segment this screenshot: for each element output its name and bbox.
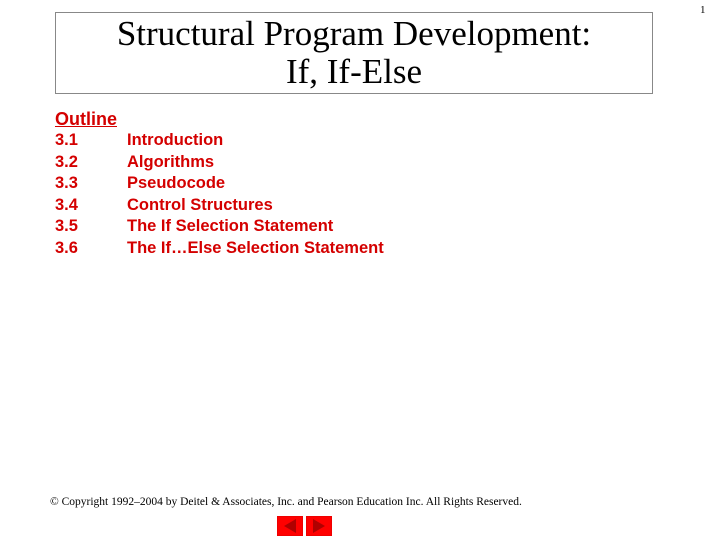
outline-item	[55, 152, 384, 174]
triangle-left-icon	[284, 519, 296, 533]
outline-item	[55, 173, 384, 195]
slide-number: 1	[700, 4, 706, 16]
outline-item	[55, 130, 384, 152]
title-line-1: Structural Program Development:	[116, 14, 592, 53]
item-label: Algorithms	[127, 152, 215, 171]
next-slide-button[interactable]	[306, 516, 332, 536]
outline-heading: Outline	[55, 109, 117, 129]
item-label: The If Selection Statement	[127, 217, 334, 235]
item-label: Introduction	[127, 131, 224, 149]
outline-item	[55, 195, 384, 217]
outline-item	[55, 216, 384, 238]
item-label: The If…Else Selection Statement	[127, 238, 384, 257]
outline-item	[55, 238, 384, 260]
triangle-right-icon	[313, 519, 325, 533]
item-label: Pseudocode	[127, 174, 226, 192]
item-number: 3.6	[55, 238, 78, 257]
item-number: 3.2	[55, 152, 78, 171]
previous-slide-button[interactable]	[277, 516, 303, 536]
item-number: 3.1	[55, 131, 78, 149]
slide-title	[55, 12, 653, 94]
copyright-footer: © Copyright 1992–2004 by Deitel & Associates, Inc. and Pearson Education Inc. All Rights Reserved.	[50, 496, 522, 508]
title-line-2: If, If-Else	[285, 52, 423, 91]
item-number: 3.3	[55, 174, 78, 192]
item-label: Control Structures	[127, 195, 273, 214]
item-number: 3.4	[55, 195, 78, 214]
item-number: 3.5	[55, 217, 78, 235]
outline	[55, 108, 384, 259]
